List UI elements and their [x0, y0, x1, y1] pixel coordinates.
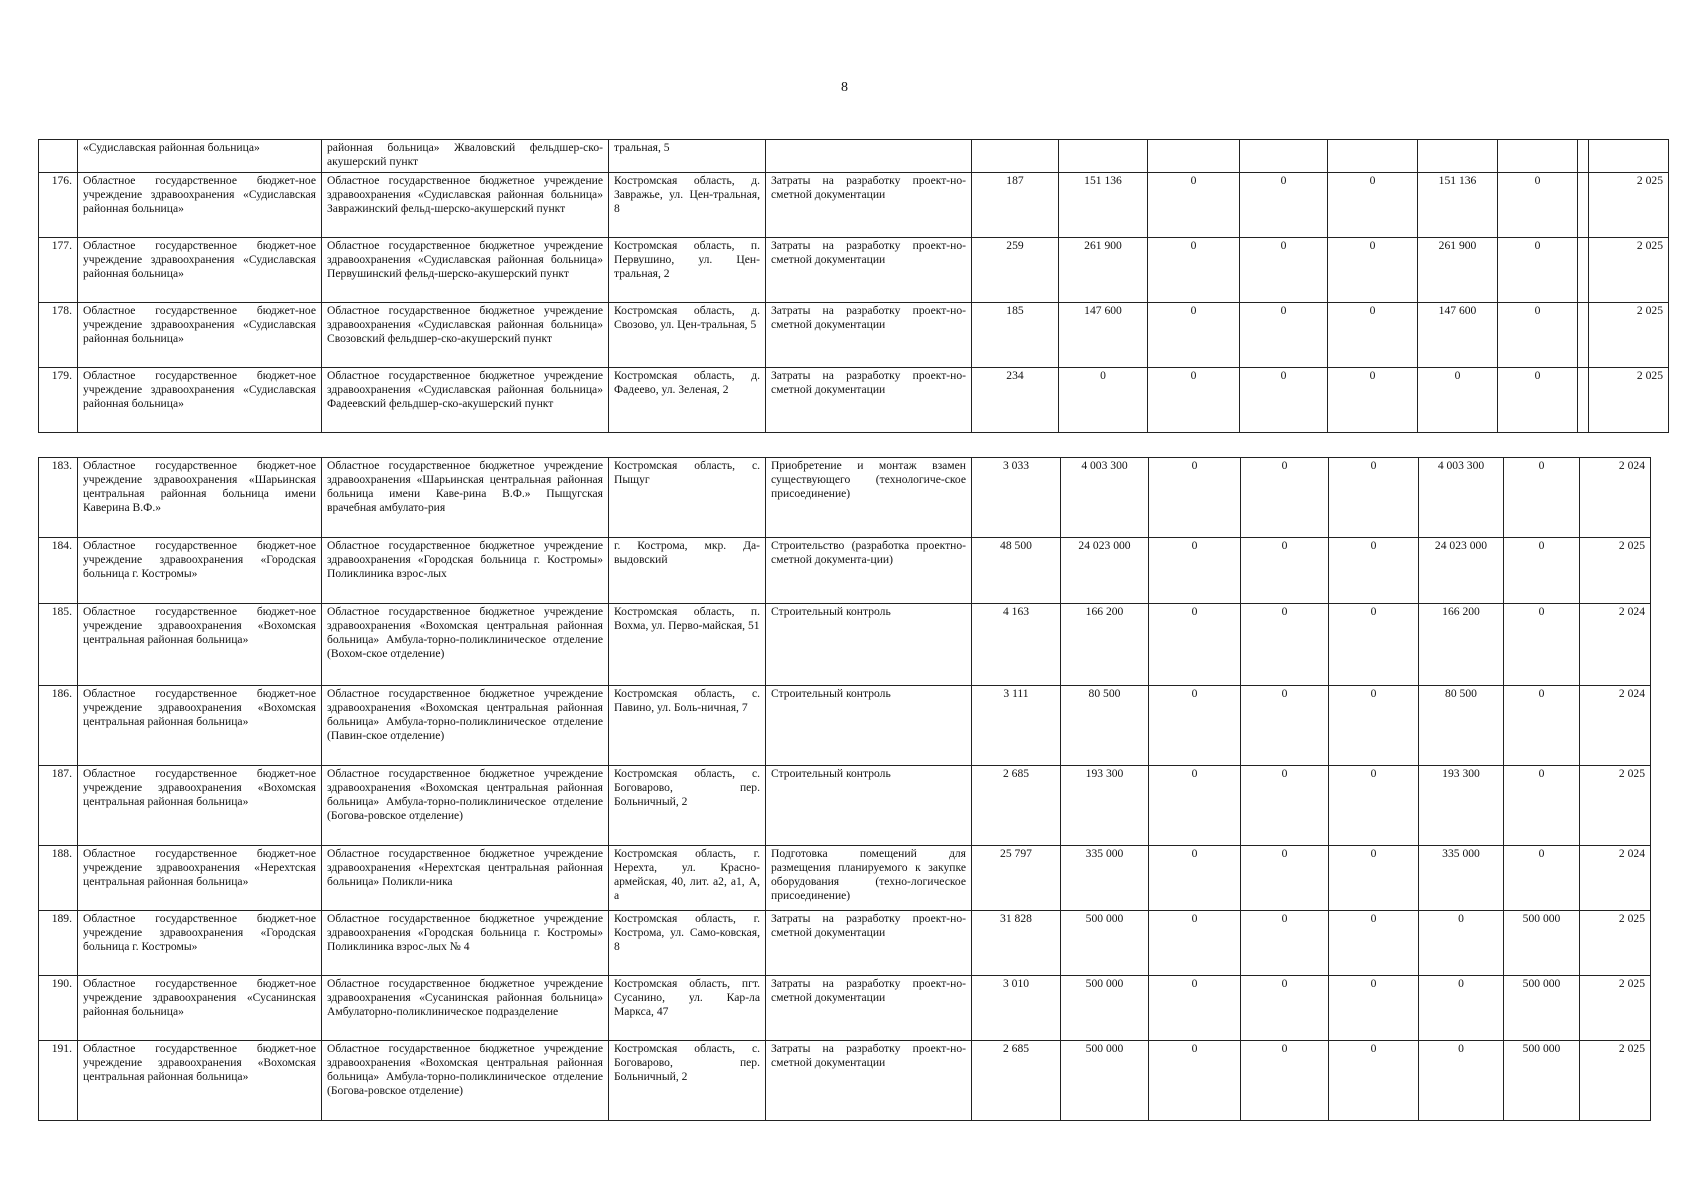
cell-obj: Областное государственное бюджетное учреждение здравоохранения «Судиславская районная больница» Завражинский фельд-шерско-акушерский пункт	[322, 173, 609, 238]
cell-total	[1059, 140, 1148, 173]
cell-ext: 0	[1419, 1041, 1504, 1121]
table-row	[39, 911, 1651, 976]
cell-mb: 0	[1329, 604, 1419, 686]
cell-area: 3 111	[972, 686, 1061, 766]
cell-obj: Областное государственное бюджетное учреждение здравоохранения «Судиславская районная больница» Фадеевский фельдшер-ско-акушерский пункт	[322, 368, 609, 433]
table-row	[39, 976, 1651, 1041]
cell-total: 147 600	[1059, 303, 1148, 368]
cell-mb: 0	[1329, 976, 1419, 1041]
cell-addr: Костромская область, с. Боговарово, пер. Больничный, 2	[609, 1041, 766, 1121]
table-row	[39, 173, 1669, 238]
cell-c1: 0	[1498, 303, 1578, 368]
cell-c1	[1498, 140, 1578, 173]
cell-ob: 0	[1241, 976, 1329, 1041]
cell-ext: 261 900	[1418, 238, 1498, 303]
cell-org: Областное государственное бюджет-ное учреждение здравоохранения «Вохомская центральная районная больница»	[78, 1041, 322, 1121]
cell-obj: Областное государственное бюджетное учреждение здравоохранения «Судиславская районная больница» Свозовский фельдшер-ско-акушерский пункт	[322, 303, 609, 368]
cell-total: 500 000	[1061, 976, 1149, 1041]
cell-mb: 0	[1328, 303, 1418, 368]
cell-obj: Областное государственное бюджетное учреждение здравоохранения «Вохомская центральная районная больница» Амбула-торно-поликлиническое отделение (Богова-ровское отделение)	[322, 766, 609, 846]
cell-addr: Костромская область, д. Фадеево, ул. Зеленая, 2	[609, 368, 766, 433]
cell-mb	[1328, 140, 1418, 173]
cell-area: 185	[972, 303, 1059, 368]
cell-mb: 0	[1329, 766, 1419, 846]
cell-fb: 0	[1149, 766, 1241, 846]
cell-cost	[766, 140, 972, 173]
table-row	[39, 846, 1651, 911]
cell-n: 185.	[39, 604, 78, 686]
cell-area: 31 828	[972, 911, 1061, 976]
cell-cost: Затраты на разработку проект-но-сметной документации	[766, 368, 972, 433]
page-number: 8	[841, 80, 848, 95]
cell-year: 2 025	[1589, 303, 1669, 368]
cell-cost: Подготовка помещений для размещения планируемого к закупке оборудования (техно-логическое присоединение)	[766, 846, 972, 911]
cell-fb: 0	[1149, 911, 1241, 976]
cell-c1: 500 000	[1504, 1041, 1580, 1121]
cell-mb: 0	[1328, 368, 1418, 433]
cell-obj: Областное государственное бюджетное учреждение здравоохранения «Сусанинская районная больница» Амбулаторно-поликлиническое подразделение	[322, 976, 609, 1041]
cell-year: 2 024	[1580, 686, 1651, 766]
cell-n: 177.	[39, 238, 78, 303]
cell-org: Областное государственное бюджет-ное учреждение здравоохранения «Судиславская районная больница»	[78, 173, 322, 238]
table-1	[38, 139, 1669, 433]
cell-total: 500 000	[1061, 1041, 1149, 1121]
cell-org: Областное государственное бюджет-ное учреждение здравоохранения «Нерехтская центральная районная больница»	[78, 846, 322, 911]
cell-org: Областное государственное бюджет-ное учреждение здравоохранения «Судиславская районная больница»	[78, 368, 322, 433]
cell-area: 2 685	[972, 1041, 1061, 1121]
cell-n: 190.	[39, 976, 78, 1041]
table-row	[39, 766, 1651, 846]
cell-mb: 0	[1329, 686, 1419, 766]
cell-ob: 0	[1240, 368, 1328, 433]
table-row	[39, 140, 1669, 173]
cell-fb: 0	[1148, 368, 1240, 433]
cell-ext: 0	[1418, 368, 1498, 433]
cell-cost: Строительство (разработка проектно-сметной документа-ции)	[766, 538, 972, 604]
cell-year: 2 025	[1589, 238, 1669, 303]
cell-ob: 0	[1241, 538, 1329, 604]
cell-cost: Затраты на разработку проект-но-сметной документации	[766, 1041, 972, 1121]
cell-area: 2 685	[972, 766, 1061, 846]
cell-obj: Областное государственное бюджетное учреждение здравоохранения «Судиславская районная больница» Первушинский фельд-шерско-акушерский пункт	[322, 238, 609, 303]
cell-n: 184.	[39, 538, 78, 604]
cell-c1: 0	[1498, 173, 1578, 238]
cell-org: Областное государственное бюджет-ное учреждение здравоохранения «Шарьинская центральная районная больница имени Каверина В.Ф.»	[78, 458, 322, 538]
cell-fb	[1148, 140, 1240, 173]
cell-ext: 193 300	[1419, 766, 1504, 846]
cell-ext	[1418, 140, 1498, 173]
cell-area	[972, 140, 1059, 173]
cell-year: 2 025	[1580, 766, 1651, 846]
cell-obj: Областное государственное бюджетное учреждение здравоохранения «Нерехтская центральная районная больница» Поликли-ника	[322, 846, 609, 911]
cell-area: 259	[972, 238, 1059, 303]
cell-org: Областное государственное бюджет-ное учреждение здравоохранения «Судиславская районная больница»	[78, 303, 322, 368]
cell-org: Областное государственное бюджет-ное учреждение здравоохранения «Вохомская центральная районная больница»	[78, 604, 322, 686]
cell-c2	[1578, 173, 1589, 238]
cell-n: 188.	[39, 846, 78, 911]
cell-n: 178.	[39, 303, 78, 368]
cell-total: 193 300	[1061, 766, 1149, 846]
cell-c1: 500 000	[1504, 911, 1580, 976]
cell-n: 187.	[39, 766, 78, 846]
cell-n: 179.	[39, 368, 78, 433]
cell-year: 2 025	[1589, 173, 1669, 238]
cell-cost: Затраты на разработку проект-но-сметной документации	[766, 173, 972, 238]
cell-obj: Областное государственное бюджетное учреждение здравоохранения «Вохомская центральная районная больница» Амбула-торно-поликлиническое отделение (Вохом-ское отделение)	[322, 604, 609, 686]
cell-n: 183.	[39, 458, 78, 538]
cell-org: Областное государственное бюджет-ное учреждение здравоохранения «Судиславская районная больница»	[78, 238, 322, 303]
cell-obj: Областное государственное бюджетное учреждение здравоохранения «Городская больница г. Костромы» Поликлиника взрос-лых № 4	[322, 911, 609, 976]
cell-year: 2 025	[1589, 368, 1669, 433]
cell-total: 24 023 000	[1061, 538, 1149, 604]
cell-total: 500 000	[1061, 911, 1149, 976]
cell-n	[39, 140, 78, 173]
cell-year	[1589, 140, 1669, 173]
cell-ext: 335 000	[1419, 846, 1504, 911]
table-2	[38, 457, 1651, 1121]
cell-addr: Костромская область, г. Кострома, ул. Само-ковская, 8	[609, 911, 766, 976]
cell-c1: 0	[1498, 238, 1578, 303]
cell-area: 4 163	[972, 604, 1061, 686]
cell-ob: 0	[1240, 238, 1328, 303]
cell-addr: Костромская область, пгт. Сусанино, ул. Кар-ла Маркса, 47	[609, 976, 766, 1041]
cell-fb: 0	[1149, 976, 1241, 1041]
cell-addr: Костромская область, г. Нерехта, ул. Красно-армейская, 40, лит. а2, а1, А, а	[609, 846, 766, 911]
table-row	[39, 368, 1669, 433]
cell-cost: Затраты на разработку проект-но-сметной документации	[766, 911, 972, 976]
cell-ob: 0	[1241, 1041, 1329, 1121]
cell-c2	[1578, 368, 1589, 433]
cell-year: 2 024	[1580, 604, 1651, 686]
cell-ob: 0	[1241, 686, 1329, 766]
cell-addr: г. Кострома, мкр. Да-выдовский	[609, 538, 766, 604]
cell-year: 2 025	[1580, 538, 1651, 604]
cell-c1: 0	[1504, 604, 1580, 686]
cell-ob: 0	[1241, 458, 1329, 538]
cell-c1: 0	[1504, 458, 1580, 538]
cell-fb: 0	[1148, 303, 1240, 368]
table-row	[39, 604, 1651, 686]
cell-area: 187	[972, 173, 1059, 238]
cell-mb: 0	[1329, 1041, 1419, 1121]
cell-c1: 0	[1504, 846, 1580, 911]
cell-cost: Строительный контроль	[766, 766, 972, 846]
cell-c2	[1578, 140, 1589, 173]
cell-fb: 0	[1149, 458, 1241, 538]
cell-addr: Костромская область, д. Завражье, ул. Цен-тральная, 8	[609, 173, 766, 238]
cell-ob: 0	[1241, 766, 1329, 846]
cell-fb: 0	[1149, 686, 1241, 766]
table-row	[39, 458, 1651, 538]
cell-obj: Областное государственное бюджетное учреждение здравоохранения «Городская больница г. Костромы» Поликлиника взрос-лых	[322, 538, 609, 604]
cell-addr: Костромская область, с. Павино, ул. Боль-ничная, 7	[609, 686, 766, 766]
cell-fb: 0	[1149, 846, 1241, 911]
cell-n: 176.	[39, 173, 78, 238]
cell-fb: 0	[1148, 173, 1240, 238]
cell-cost: Затраты на разработку проект-но-сметной документации	[766, 303, 972, 368]
cell-addr: Костромская область, с. Пыщуг	[609, 458, 766, 538]
cell-cost: Затраты на разработку проект-но-сметной документации	[766, 238, 972, 303]
cell-ob: 0	[1240, 173, 1328, 238]
cell-obj: Областное государственное бюджетное учреждение здравоохранения «Вохомская центральная районная больница» Амбула-торно-поликлиническое отделение (Павин-ское отделение)	[322, 686, 609, 766]
cell-org: Областное государственное бюджет-ное учреждение здравоохранения «Вохомская центральная районная больница»	[78, 766, 322, 846]
cell-ob: 0	[1241, 604, 1329, 686]
cell-total: 151 136	[1059, 173, 1148, 238]
cell-fb: 0	[1149, 1041, 1241, 1121]
cell-ob: 0	[1240, 303, 1328, 368]
cell-year: 2 024	[1580, 846, 1651, 911]
cell-org: Областное государственное бюджет-ное учреждение здравоохранения «Вохомская центральная районная больница»	[78, 686, 322, 766]
cell-addr: Костромская область, п. Вохма, ул. Перво-майская, 51	[609, 604, 766, 686]
cell-total: 80 500	[1061, 686, 1149, 766]
cell-cost: Строительный контроль	[766, 604, 972, 686]
cell-total: 166 200	[1061, 604, 1149, 686]
cell-ob	[1240, 140, 1328, 173]
cell-mb: 0	[1329, 458, 1419, 538]
cell-area: 48 500	[972, 538, 1061, 604]
cell-total: 261 900	[1059, 238, 1148, 303]
cell-c2	[1578, 303, 1589, 368]
cell-n: 191.	[39, 1041, 78, 1121]
cell-c1: 0	[1504, 766, 1580, 846]
cell-mb: 0	[1329, 911, 1419, 976]
cell-addr: тральная, 5	[609, 140, 766, 173]
cell-cost: Строительный контроль	[766, 686, 972, 766]
cell-ext: 4 003 300	[1419, 458, 1504, 538]
cell-ext: 151 136	[1418, 173, 1498, 238]
cell-mb: 0	[1329, 846, 1419, 911]
cell-cost: Затраты на разработку проект-но-сметной документации	[766, 976, 972, 1041]
table-row	[39, 686, 1651, 766]
cell-c1: 500 000	[1504, 976, 1580, 1041]
table-row	[39, 1041, 1651, 1121]
table-row	[39, 303, 1669, 368]
cell-c1: 0	[1498, 368, 1578, 433]
cell-addr: Костромская область, п. Первушино, ул. Цен-тральная, 2	[609, 238, 766, 303]
cell-ext: 80 500	[1419, 686, 1504, 766]
cell-c1: 0	[1504, 686, 1580, 766]
cell-cost: Приобретение и монтаж взамен существующего (технологиче-ское присоединение)	[766, 458, 972, 538]
table-row	[39, 238, 1669, 303]
cell-mb: 0	[1328, 173, 1418, 238]
cell-n: 189.	[39, 911, 78, 976]
cell-ext: 147 600	[1418, 303, 1498, 368]
cell-total: 0	[1059, 368, 1148, 433]
cell-area: 3 010	[972, 976, 1061, 1041]
cell-area: 3 033	[972, 458, 1061, 538]
cell-fb: 0	[1149, 538, 1241, 604]
cell-area: 25 797	[972, 846, 1061, 911]
cell-ob: 0	[1241, 846, 1329, 911]
cell-org: Областное государственное бюджет-ное учреждение здравоохранения «Городская больница г. Костромы»	[78, 911, 322, 976]
cell-ob: 0	[1241, 911, 1329, 976]
cell-ext: 24 023 000	[1419, 538, 1504, 604]
cell-org: «Судиславская районная больница»	[78, 140, 322, 173]
cell-addr: Костромская область, д. Свозово, ул. Цен-тральная, 5	[609, 303, 766, 368]
cell-obj: Областное государственное бюджетное учреждение здравоохранения «Шарьинская центральная районная больница имени Каве-рина В.Ф.» Пыщугская врачебная амбулато-рия	[322, 458, 609, 538]
table-row	[39, 538, 1651, 604]
cell-addr: Костромская область, с. Боговарово, пер. Больничный, 2	[609, 766, 766, 846]
cell-year: 2 025	[1580, 911, 1651, 976]
cell-mb: 0	[1328, 238, 1418, 303]
cell-ext: 0	[1419, 976, 1504, 1041]
cell-c2	[1578, 238, 1589, 303]
cell-obj: Областное государственное бюджетное учреждение здравоохранения «Вохомская центральная районная больница» Амбула-торно-поликлиническое отделение (Богова-ровское отделение)	[322, 1041, 609, 1121]
cell-fb: 0	[1149, 604, 1241, 686]
cell-year: 2 025	[1580, 976, 1651, 1041]
cell-mb: 0	[1329, 538, 1419, 604]
cell-ext: 0	[1419, 911, 1504, 976]
cell-obj: районная больница» Жваловский фельдшер-ско-акушерский пункт	[322, 140, 609, 173]
cell-ext: 166 200	[1419, 604, 1504, 686]
cell-org: Областное государственное бюджет-ное учреждение здравоохранения «Сусанинская районная больница»	[78, 976, 322, 1041]
cell-fb: 0	[1148, 238, 1240, 303]
cell-year: 2 025	[1580, 1041, 1651, 1121]
cell-total: 4 003 300	[1061, 458, 1149, 538]
cell-year: 2 024	[1580, 458, 1651, 538]
cell-total: 335 000	[1061, 846, 1149, 911]
cell-c1: 0	[1504, 538, 1580, 604]
cell-n: 186.	[39, 686, 78, 766]
cell-org: Областное государственное бюджет-ное учреждение здравоохранения «Городская больница г. Костромы»	[78, 538, 322, 604]
cell-area: 234	[972, 368, 1059, 433]
